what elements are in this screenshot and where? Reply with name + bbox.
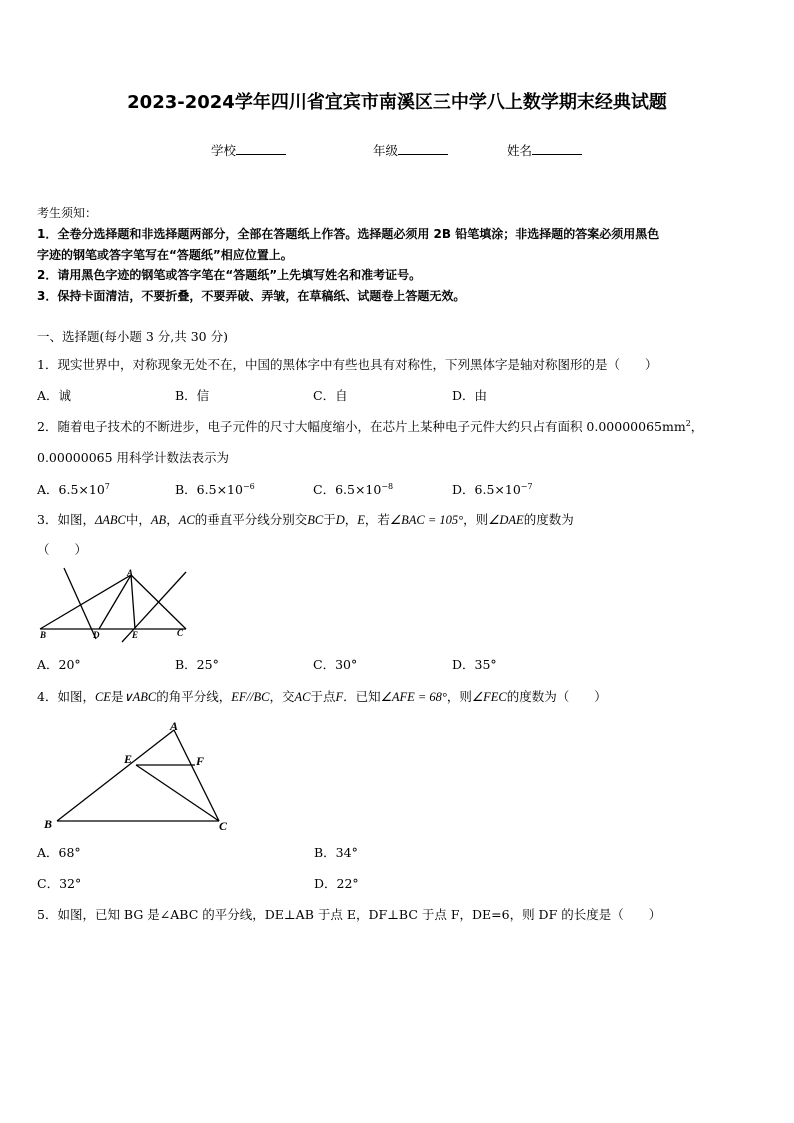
q3-bc: BC: [307, 513, 324, 527]
q4-parallel: EF//BC: [231, 690, 270, 704]
grade-blank: [398, 142, 448, 155]
q4-label-c: C: [219, 819, 228, 833]
q2-option-a-exp: 7: [104, 482, 110, 491]
q4-ac: AC: [294, 690, 311, 704]
q3-triangle: ΔABC: [94, 513, 126, 527]
q3-label-c: C: [177, 628, 184, 638]
note-1a: 1．全卷分选择题和非选择题两部分，全部在答题纸上作答。选择题必须用 2B 铅笔填涂；非选择题的答案必须用黑色: [37, 227, 660, 241]
page-title: 2023-2024学年四川省宜宾市南溪区三中学八上数学期末经典试题: [127, 92, 667, 113]
q3-text-1: 3．如图，: [37, 512, 95, 527]
q3-label-a: A: [127, 568, 134, 578]
q3-ac: AC: [178, 513, 195, 527]
section-heading: 一、选择题(每小题 3 分,共 30 分): [37, 329, 228, 344]
q1-option-c: C．自: [313, 388, 348, 403]
school-label: 学校: [211, 143, 237, 158]
q3-text-9: 的度数为: [523, 512, 574, 527]
q3-d: D: [335, 513, 345, 527]
q2-option-d-base: D．6.5×10: [452, 482, 521, 497]
q2-option-b: [175, 480, 255, 498]
q2-option-b-exp: −6: [242, 482, 255, 491]
q4-text-3: 的角平分线，: [156, 689, 232, 704]
q3-option-d: D．35°: [452, 657, 497, 672]
q2-option-d-exp: −7: [520, 482, 533, 491]
q3-bisector-ab: [64, 568, 96, 639]
q4-triangle: ∨ABC: [123, 690, 157, 704]
q3-option-a: A．20°: [37, 657, 81, 672]
q3-option-c: C．30°: [313, 657, 358, 672]
q4-line-ac: [174, 730, 219, 821]
q3-e: E: [357, 513, 365, 527]
q3-label-b: B: [40, 630, 47, 640]
note-1b: 字迹的钢笔或答字笔写在“答题纸”相应位置上。: [37, 248, 293, 262]
name-field: [507, 141, 582, 159]
q3-line-ad: [99, 575, 131, 629]
q3-text-4: 的垂直平分线分别交: [194, 512, 308, 527]
q4-text-4: ，交: [269, 689, 295, 704]
q2-option-a-base: A．6.5×10: [37, 482, 105, 497]
q3-label-d: D: [93, 630, 100, 640]
q1-stem: 1．现实世界中，对称现象无处不在，中国的黑体字中有些也具有对称性，下列黑体字是轴对称图形的是（ ）: [37, 357, 658, 372]
q4-text-5: 于点: [310, 689, 336, 704]
q4-label-f: F: [196, 754, 205, 768]
q2-option-a: [37, 480, 110, 498]
q3-text-3: ，: [166, 512, 179, 527]
q2-option-c-base: C．6.5×10: [313, 482, 382, 497]
q4-option-a: A．68°: [37, 845, 81, 860]
q2-option-d: [452, 480, 533, 498]
q4-label-e: E: [124, 752, 133, 766]
q4-text-6: ．已知: [343, 689, 381, 704]
q2-option-c: [313, 480, 393, 498]
school-field: [211, 141, 286, 159]
q3-option-b: B．25°: [175, 657, 219, 672]
q3-label-e: E: [132, 630, 139, 640]
note-3: 3．保持卡面清洁，不要折叠，不要弄破、弄皱，在草稿纸、试题卷上答题无效。: [37, 289, 466, 303]
q3-line-ab: [40, 575, 131, 629]
q4-text-8: 的度数为（ ）: [506, 689, 607, 704]
q3-text-7: ，若: [364, 512, 390, 527]
grade-label: 年级: [373, 143, 399, 158]
note-2: 2．请用黑色字迹的钢笔或答字笔在“答题纸”上先填写姓名和准考证号。: [37, 268, 422, 282]
q2-option-b-base: B．6.5×10: [175, 482, 243, 497]
name-label: 姓名: [507, 143, 533, 158]
notes-heading: 考生须知：: [37, 206, 98, 220]
q4-f: F: [335, 690, 344, 704]
q5-stem: 5．如图，已知 BG 是∠ABC 的平分线，DE⊥AB 于点 E，DF⊥BC 于点 F，DE=6，则 DF 的长度是（ ）: [37, 907, 662, 922]
q3-text-5: 于: [323, 512, 336, 527]
q4-line-ec: [136, 765, 219, 821]
q4-figure: [40, 718, 240, 833]
q3-stem: [37, 510, 574, 528]
q2-text: 2．随着电子技术的不断进步，电子元件的尺寸大幅度缩小，在芯片上某种电子元件大约只占有面积 0.00000065mm: [37, 419, 686, 434]
q4-option-c: C．32°: [37, 876, 82, 891]
q3-condition: ∠BAC = 105°: [389, 513, 464, 527]
q3-figure: [36, 565, 196, 645]
q2-option-c-exp: −8: [381, 482, 394, 491]
q4-asked-angle: ∠FEC: [471, 690, 507, 704]
q3-asked-angle: ∠DAE: [488, 513, 524, 527]
q2-stem-line2: 0.00000065 用科学计数法表示为: [37, 450, 230, 465]
q1-option-a: A．诚: [37, 388, 72, 403]
q4-text-7: ，则: [446, 689, 472, 704]
q2-stem-line1: [37, 417, 703, 435]
q4-option-b: B．34°: [314, 845, 358, 860]
q4-text-1: 4．如图，: [37, 689, 95, 704]
q4-stem: [37, 687, 607, 705]
q4-label-a: A: [170, 719, 179, 733]
q4-option-d: D．22°: [314, 876, 359, 891]
q4-condition: ∠AFE = 68°: [380, 690, 447, 704]
q3-text-6: ，: [344, 512, 358, 527]
q4-line-ba: [57, 730, 174, 821]
q3-text-8: ，则: [463, 512, 489, 527]
q4-label-b: B: [44, 817, 53, 831]
q1-option-d: D．由: [452, 388, 488, 403]
q4-text-2: 是: [110, 689, 124, 704]
school-blank: [236, 142, 286, 155]
q2-comma: ，: [690, 419, 704, 434]
q1-option-b: B．信: [175, 388, 210, 403]
q2-unit-exp: 2: [685, 419, 691, 428]
q3-line-ae: [131, 575, 135, 629]
q3-answer-paren: （ ）: [37, 542, 88, 557]
q3-ab: AB: [150, 513, 167, 527]
q4-ce: CE: [94, 690, 111, 704]
q3-text-2: 中，: [125, 512, 151, 527]
name-blank: [532, 142, 582, 155]
grade-field: [373, 141, 448, 159]
